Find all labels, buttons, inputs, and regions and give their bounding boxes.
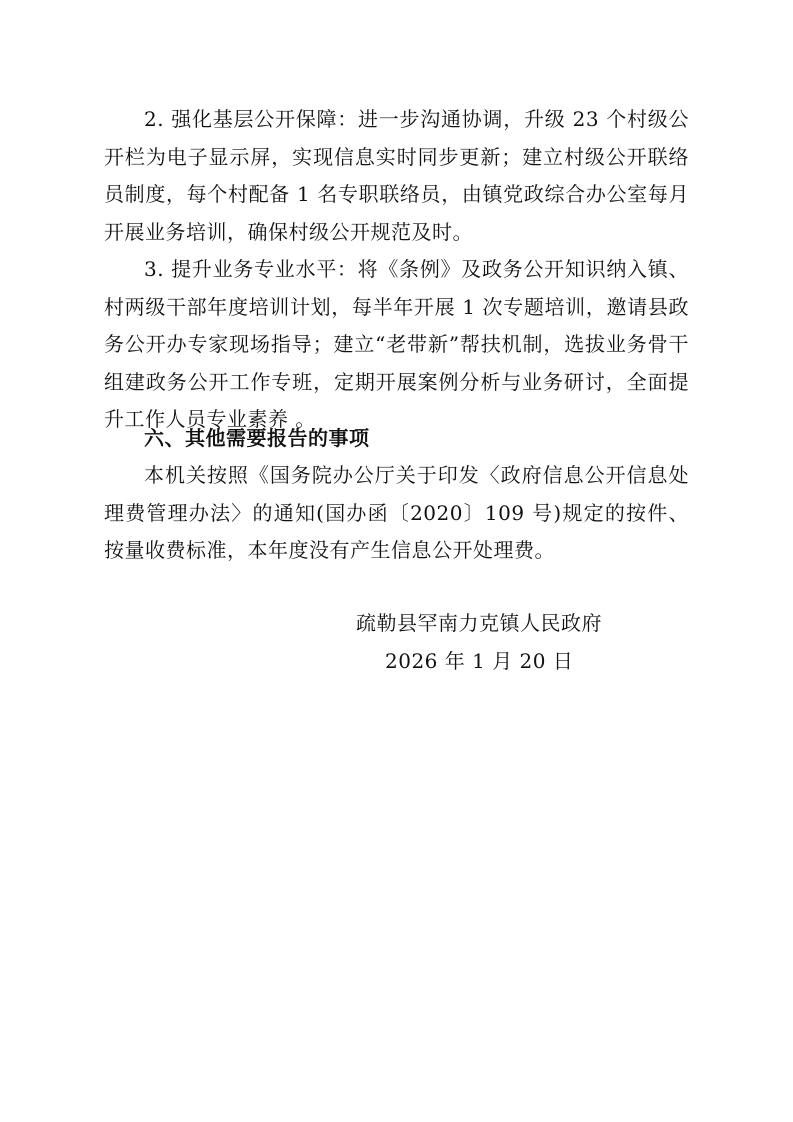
signature-date: 2026 年 1 月 20 日 bbox=[385, 649, 574, 673]
section-heading: 六、其他需要报告的事项 bbox=[144, 426, 370, 450]
paragraph-processing-fee: 本机关按照《国务院办公厅关于印发〈政府信息公开信息处理费管理办法〉的通知(国办函〔2020〕109 号)规定的按件、按量收费标准，本年度没有产生信息公开处理费。 bbox=[104, 463, 689, 562]
paragraph-professional-training: 3. 提升业务专业水平：将《条例》及政务公开知识纳入镇、村两级干部年度培训计划，每半年开展 1 次专题培训，邀请县政务公开办专家现场指导；建立“老带新”帮扶机制，选拔业务骨干组建政务公开工作专班，定期开展案例分析与业务研讨，全面提升工作人员专业素养 。 bbox=[104, 257, 689, 431]
signature-organization: 疏勒县罕南力克镇人民政府 bbox=[356, 611, 602, 635]
paragraph-local-publicity: 2. 强化基层公开保障：进一步沟通协调，升级 23 个村级公开栏为电子显示屏，实现信息实时同步更新；建立村级公开联络员制度，每个村配备 1 名专职联络员，由镇党政综合办公室每月开展业务培训，确保村级公开规范及时。 bbox=[104, 107, 689, 244]
